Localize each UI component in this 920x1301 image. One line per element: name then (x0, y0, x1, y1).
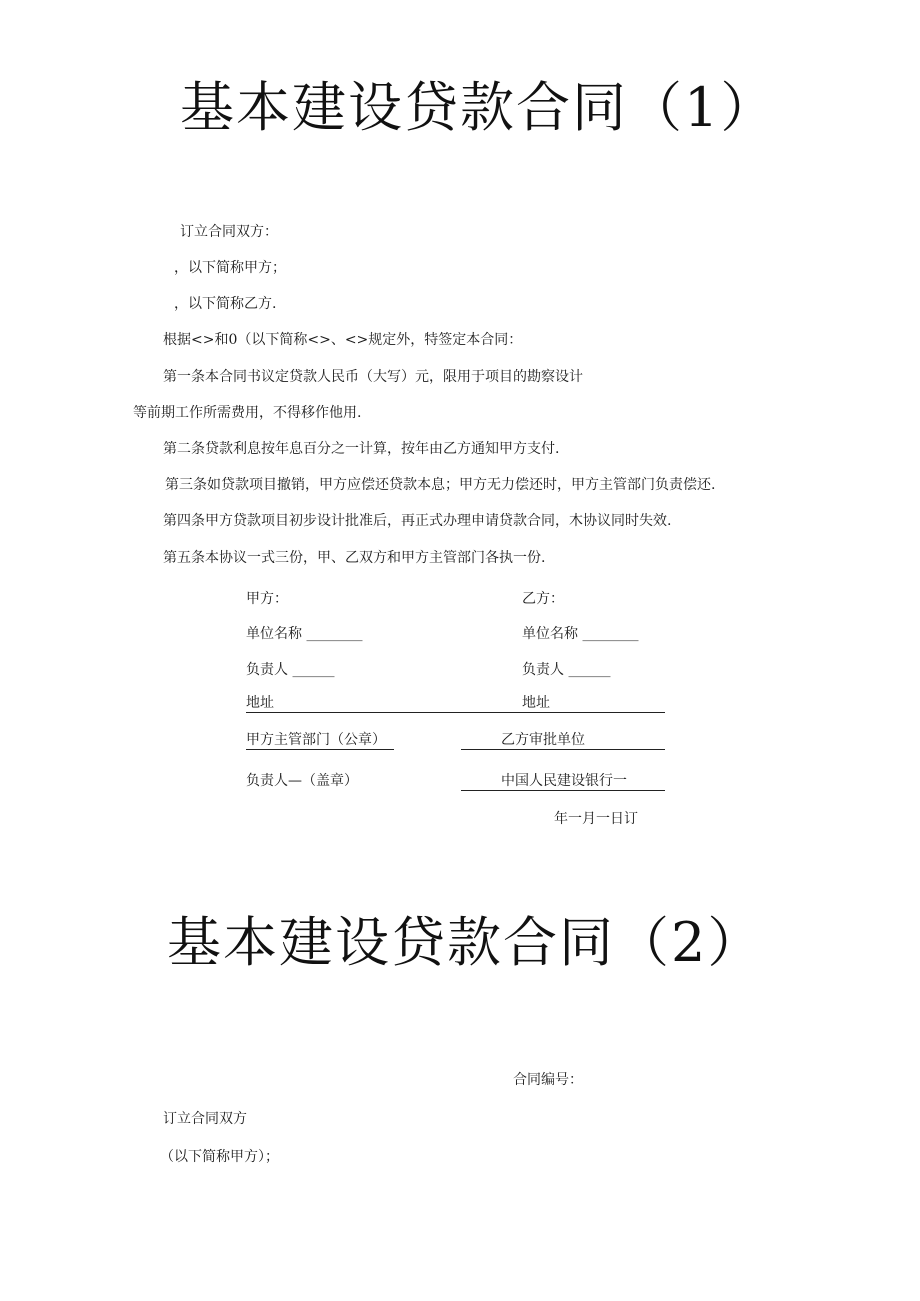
sign-party-a-label: 甲方： (246, 591, 288, 607)
contract1-parties-heading: 订立合同双方： (180, 224, 278, 240)
contract1-article-4: 第四条甲方贷款项目初步设计批准后，再正式办理申请贷款合同，木协议同时失效. (163, 513, 672, 529)
sign-party-a-dept: 甲方主管部门（公章） (246, 732, 386, 748)
contract1-article-1-line2: 等前期工作所需费用，不得移作他用. (133, 405, 362, 421)
sign-party-a-unit: 单位名称 ________ (246, 626, 363, 642)
sign-party-b-address: 地址 (522, 695, 550, 711)
address-underline (246, 712, 665, 713)
contract2-parties-heading: 订立合同双方 (163, 1111, 247, 1127)
sign-party-b-label: 乙方： (522, 591, 564, 607)
contract2-title: 基本建设贷款合同（2） (167, 911, 764, 974)
sign-party-b-person: 负责人 ______ (522, 662, 611, 678)
sign-party-b-approval: 乙方审批单位 (501, 732, 585, 748)
contract1-party-a-line: ，以下简称甲方； (174, 260, 286, 276)
sign-party-a-person: 负责人 ______ (246, 662, 335, 678)
party-a-dept-underline (246, 749, 394, 750)
sign-party-a-address: 地址 (246, 695, 274, 711)
contract1-basis: 根据<>和0（以下简称<>、<>规定外，特签定本合同： (163, 332, 523, 348)
contract1-article-2: 第二条贷款利息按年息百分之一计算，按年由乙方通知甲方支付. (163, 441, 560, 457)
sign-date: 年一月一日订 (554, 811, 638, 827)
party-b-approval-underline (461, 749, 665, 750)
contract1-article-1-line1: 第一条本合同书议定贷款人民币（大写）元，限用于项目的勘察设计 (163, 369, 583, 385)
sign-party-b-bank: 中国人民建设银行一 (501, 773, 627, 789)
sign-party-a-dept-person: 负责人—（盖章） (246, 773, 358, 789)
contract1-article-5: 第五条本协议一式三份，甲、乙双方和甲方主管部门各执一份. (163, 550, 546, 566)
contract1-article-3: 第三条如贷款项目撤销，甲方应偿还贷款本息；甲方无力偿还时，甲方主管部门负责偿还. (165, 477, 716, 493)
contract1-title: 基本建设贷款合同（1） (180, 76, 777, 139)
contract2-contract-number: 合同编号： (513, 1072, 583, 1088)
contract2-party-a-line: （以下简称甲方）； (160, 1149, 279, 1165)
contract1-party-b-line: ，以下简称乙方. (174, 296, 277, 312)
sign-party-b-unit: 单位名称 ________ (522, 626, 639, 642)
party-b-bank-underline (461, 790, 665, 791)
